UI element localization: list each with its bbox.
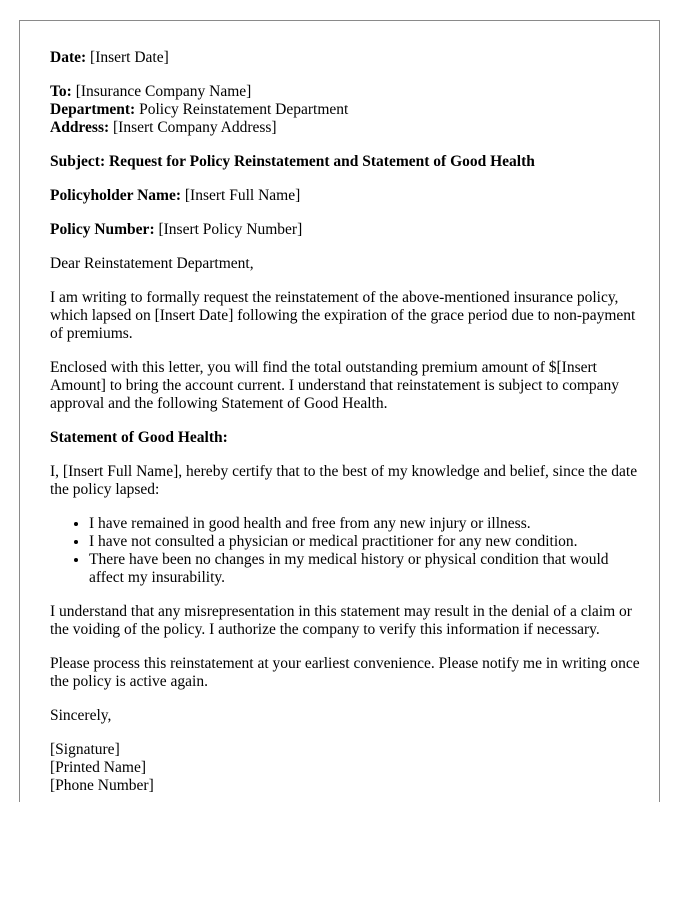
list-item: • I have not consulted a physician or medical practitioner for any new condition. bbox=[89, 533, 640, 551]
intro-paragraph: I am writing to formally request the reinstatement of the above-mentioned insurance policy, which lapsed on [Insert Date] following the expiration of the grace period due to non-payment of premiums. bbox=[50, 289, 636, 342]
date-label: Date: bbox=[50, 49, 87, 66]
misrepresentation-paragraph: I understand that any misrepresentation in this statement may result in the denial of a claim or the voiding of the policy. I authorize the company to verify this information if necessary. bbox=[50, 603, 632, 638]
salutation: Dear Reinstatement Department, bbox=[50, 255, 254, 272]
to-label: To: bbox=[50, 83, 72, 100]
statement-heading-text: Statement of Good Health: bbox=[50, 429, 228, 446]
certify-paragraph: I, [Insert Full Name], hereby certify that to the best of my knowledge and belief, since the date the policy lapsed: bbox=[50, 463, 638, 498]
statement-heading bbox=[50, 429, 640, 447]
address-value: [Insert Company Address] bbox=[113, 119, 277, 136]
address-line bbox=[50, 119, 640, 137]
department-value: Policy Reinstatement Department bbox=[139, 101, 349, 118]
policy-number-value: [Insert Policy Number] bbox=[158, 221, 303, 238]
address-label: Address: bbox=[50, 119, 110, 136]
date-value: [Insert Date] bbox=[90, 49, 169, 66]
list-item: • I have remained in good health and free from any new injury or illness. bbox=[89, 515, 640, 533]
phone-line: [Phone Number] bbox=[50, 777, 154, 794]
signature-block bbox=[50, 741, 640, 795]
policyholder-value: [Insert Full Name] bbox=[184, 187, 301, 204]
printed-name-line: [Printed Name] bbox=[50, 759, 146, 776]
department-line bbox=[50, 101, 640, 119]
subject-line bbox=[50, 153, 640, 171]
policy-number-line bbox=[50, 221, 640, 239]
enclosure-paragraph: Enclosed with this letter, you will find the total outstanding premium amount of $[Insert Amount] to bring the account current. I understand that reinstatement is subject to company approval and the following Statement of Good Health. bbox=[50, 359, 620, 412]
department-label: Department: bbox=[50, 101, 136, 118]
policyholder-label: Policyholder Name: bbox=[50, 187, 182, 204]
letter-page bbox=[19, 20, 660, 802]
policy-number-label: Policy Number: bbox=[50, 221, 155, 238]
request-paragraph: Please process this reinstatement at your earliest convenience. Please notify me in writing once the policy is active again. bbox=[50, 655, 640, 690]
recipient-block bbox=[50, 83, 640, 137]
date-line bbox=[50, 49, 640, 67]
policyholder-line bbox=[50, 187, 640, 205]
subject-text: Subject: Request for Policy Reinstatement and Statement of Good Health bbox=[50, 153, 535, 170]
health-statement-list bbox=[50, 515, 640, 587]
to-line bbox=[50, 83, 640, 101]
closing: Sincerely, bbox=[50, 707, 112, 724]
list-item: • There have been no changes in my medical history or physical condition that would affect my insurability. bbox=[89, 551, 640, 587]
letter-body bbox=[50, 49, 640, 802]
signature-line: [Signature] bbox=[50, 741, 120, 758]
to-value: [Insurance Company Name] bbox=[75, 83, 252, 100]
